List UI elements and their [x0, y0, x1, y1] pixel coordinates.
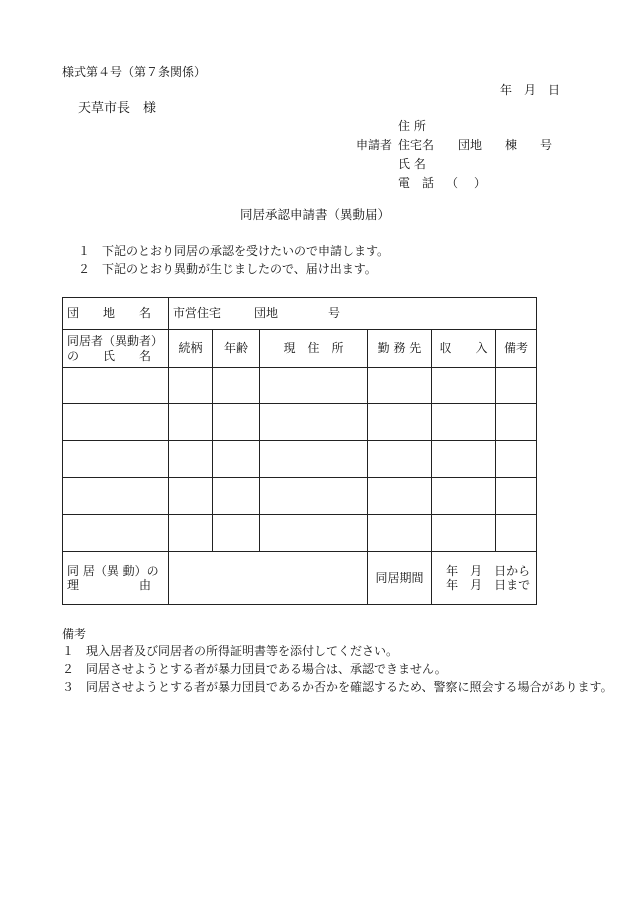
remarks-item-3: ３ 同居させようとする者が暴力団員であるか否かを確認するため、警察に照会する場合があります。 — [62, 680, 613, 694]
table-cell[interactable] — [260, 515, 368, 552]
table-cell[interactable] — [213, 441, 260, 478]
phone-paren-close: ） — [474, 176, 487, 190]
table-cell[interactable] — [432, 515, 496, 552]
cohabitant-header-line1: 同居者（異動者） — [67, 334, 164, 349]
table-cell[interactable] — [496, 515, 537, 552]
residence-label: 住宅名 — [398, 138, 435, 152]
table-cell[interactable] — [63, 478, 169, 515]
phone-paren-open: （ — [446, 176, 459, 190]
unit-label: 号 — [540, 138, 553, 152]
statement-2: ２ 下記のとおり異動が生じましたので、届け出ます。 — [78, 262, 377, 276]
header-row — [63, 330, 537, 368]
document-title: 同居承認申請書（異動届） — [239, 207, 390, 222]
estate-name-label: 団地 — [254, 306, 279, 321]
income-header: 収 入 — [432, 330, 496, 368]
address-header: 現 住 所 — [260, 330, 368, 368]
remarks-heading: 備考 — [62, 627, 87, 641]
remarks-item-2: ２ 同居させようとする者が暴力団員である場合は、承認できません。 — [62, 662, 447, 676]
table-cell[interactable] — [432, 368, 496, 404]
table-cell[interactable] — [432, 478, 496, 515]
addressee: 天草市長 様 — [78, 101, 157, 116]
table-cell[interactable] — [213, 404, 260, 441]
reason-row — [63, 552, 537, 605]
reason-label-line2: 理 由 — [67, 578, 152, 592]
age-header: 年齢 — [213, 330, 260, 368]
period-value-cell[interactable] — [432, 552, 537, 605]
address-label: 住 所 — [398, 119, 426, 133]
table-cell[interactable] — [368, 478, 432, 515]
estate-unit-label: 号 — [328, 306, 341, 321]
table-cell[interactable] — [169, 478, 213, 515]
reason-label-line1: 同 居（異 動）の — [67, 563, 159, 578]
estate-label-cell: 団 地 名 — [63, 298, 169, 330]
table-cell[interactable] — [213, 368, 260, 404]
table-cell[interactable] — [368, 404, 432, 441]
workplace-header: 勤 務 先 — [368, 330, 432, 368]
period-to: 年 月 日まで — [446, 578, 531, 592]
table-cell[interactable] — [368, 515, 432, 552]
table-cell[interactable] — [260, 368, 368, 404]
table-cell[interactable] — [432, 441, 496, 478]
table-cell[interactable] — [63, 404, 169, 441]
table-row[interactable] — [63, 515, 537, 552]
table-cell[interactable] — [169, 441, 213, 478]
remarks-item-1: １ 現入居者及び同居者の所得証明書等を添付してください。 — [62, 644, 399, 658]
table-cell[interactable] — [260, 404, 368, 441]
relationship-header: 続柄 — [169, 330, 213, 368]
phone-label: 電 話 — [398, 176, 435, 190]
cohabitant-name-header — [63, 330, 169, 368]
reason-value-cell[interactable] — [169, 552, 368, 605]
table-cell[interactable] — [63, 515, 169, 552]
remarks-header: 備考 — [496, 330, 537, 368]
cohabitation-form-table — [62, 297, 537, 605]
table-cell[interactable] — [496, 368, 537, 404]
table-cell[interactable] — [213, 515, 260, 552]
applicant-label: 申請者 — [356, 138, 393, 152]
table-cell[interactable] — [63, 368, 169, 404]
table-cell[interactable] — [496, 441, 537, 478]
table-cell[interactable] — [432, 404, 496, 441]
table-cell[interactable] — [496, 404, 537, 441]
date-field: 年 月 日 — [500, 83, 561, 97]
estate-value-cell[interactable] — [169, 298, 537, 330]
table-row[interactable] — [63, 404, 537, 441]
table-row[interactable] — [63, 368, 537, 404]
table-row[interactable] — [63, 441, 537, 478]
table-cell[interactable] — [260, 478, 368, 515]
building-label: 棟 — [505, 138, 518, 152]
table-cell[interactable] — [213, 478, 260, 515]
table-cell[interactable] — [169, 515, 213, 552]
form-number: 様式第４号（第７条関係） — [62, 65, 207, 79]
reason-label-cell — [63, 552, 169, 605]
estate-prefix: 市営住宅 — [173, 306, 222, 321]
table-cell[interactable] — [169, 368, 213, 404]
estate-label: 団地 — [458, 138, 483, 152]
period-from: 年 月 日から — [446, 563, 531, 578]
table-cell[interactable] — [368, 441, 432, 478]
table-cell[interactable] — [368, 368, 432, 404]
table-cell[interactable] — [496, 478, 537, 515]
period-label-cell: 同居期間 — [368, 552, 432, 605]
statement-1: １ 下記のとおり同居の承認を受けたいので申請します。 — [78, 244, 390, 258]
estate-row — [63, 298, 537, 330]
table-cell[interactable] — [169, 404, 213, 441]
table-row[interactable] — [63, 478, 537, 515]
cohabitant-header-line2: の 氏 名 — [67, 348, 152, 363]
table-cell[interactable] — [260, 441, 368, 478]
name-label: 氏 名 — [398, 157, 426, 171]
table-cell[interactable] — [63, 441, 169, 478]
